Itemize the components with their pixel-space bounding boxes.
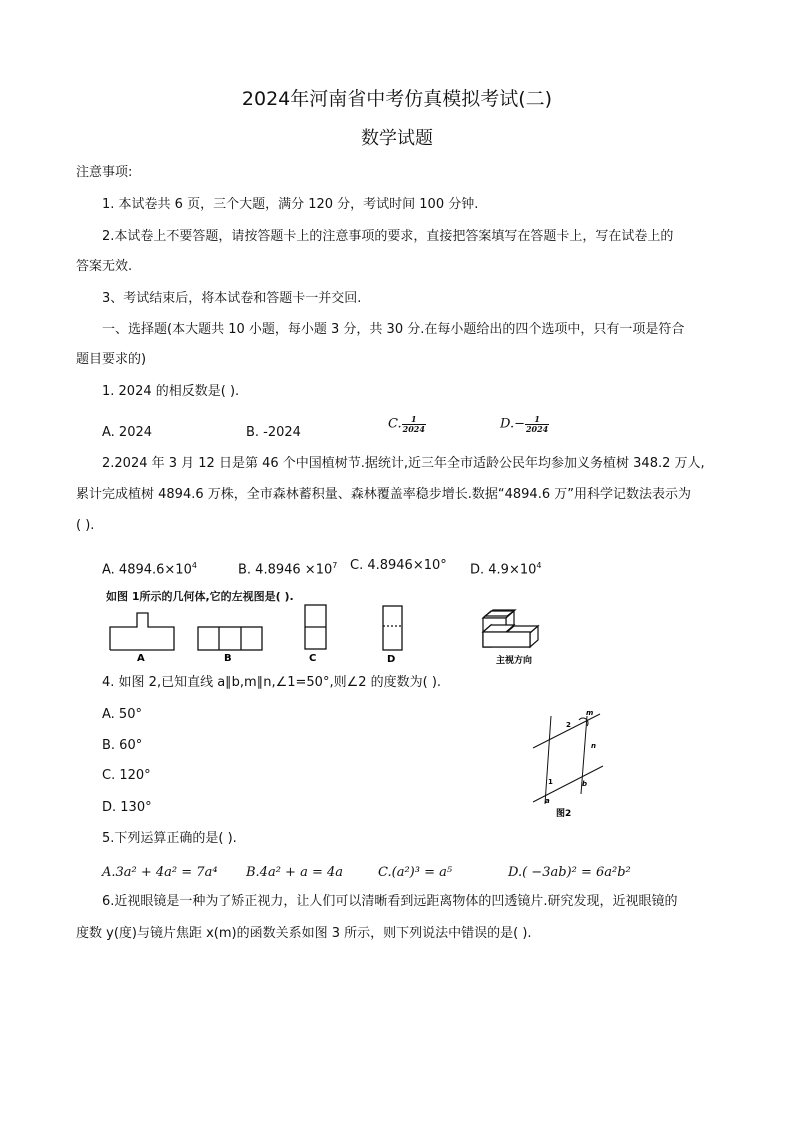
notice-item-2-cont: 答案无效. (76, 259, 133, 274)
q4-option-b: B. 60° (102, 738, 143, 753)
q3-label-b: B (224, 653, 232, 664)
q4-label-m: m (586, 709, 594, 717)
q4-label-angle1: 1 (548, 778, 553, 786)
section-heading-line2: 题目要求的) (76, 352, 147, 367)
line-n (533, 766, 603, 802)
q2-line3: ( ). (76, 518, 95, 533)
q3-label-c: C (309, 653, 317, 664)
q1-stem: 1. 2024 的相反数是( ). (102, 384, 240, 399)
q2-option-a (102, 557, 197, 579)
q3-label-d: D (387, 654, 396, 665)
q1-option-d (500, 415, 549, 434)
q1-c-num: 1 (402, 415, 426, 425)
q1-c-den: 2024 (402, 424, 425, 434)
q4-figure-caption: 图2 (556, 809, 572, 819)
q2-b-base: B. 4.8946 ×10 (238, 562, 333, 578)
q3-view-d (383, 606, 402, 650)
q1-d-den: 2024 (525, 424, 549, 434)
q4-stem: 4. 如图 2,已知直线 a∥b,m∥n,∠1=50°,则∠2 的度数为( ). (102, 675, 442, 690)
q1-d-prefix: D.− (500, 416, 525, 432)
q1-c-fraction (402, 415, 426, 434)
q4-label-a: a (545, 797, 550, 805)
notice-item-1: 1. 本试卷共 6 页，三个大题，满分 120 分，考试时间 100 分钟. (102, 197, 479, 212)
q1-d-num: 1 (525, 415, 549, 425)
q3-view-b (198, 627, 262, 650)
q3-solid-body (483, 610, 538, 647)
q1-c-prefix: C. (388, 416, 402, 432)
q5-option-c: C.(a²)³ = a⁵ (378, 865, 453, 880)
q4-option-c: C. 120° (102, 768, 151, 783)
notice-item-2: 2.本试卷上不要答题，请按答题卡上的注意事项的要求，直接把答案填写在答题卡上，写在试卷上的 (102, 229, 674, 244)
q2-option-d (470, 557, 541, 579)
q1-option-a: A. 2024 (102, 425, 153, 440)
q2-option-b (238, 557, 337, 579)
q4-option-a: A. 50° (102, 707, 142, 722)
q2-d-base: D. 4.9×10 (470, 562, 537, 578)
q4-option-d: D. 130° (102, 800, 152, 815)
q1-d-fraction (525, 415, 549, 434)
line-m (533, 714, 600, 748)
q4-label-b: b (582, 780, 588, 788)
q4-label-n: n (591, 742, 596, 750)
exam-subtitle: 数学试题 (361, 128, 433, 149)
q3-main-view-label: 主视方向 (496, 656, 533, 666)
q5-option-d: D.( −3ab)² = 6a²b² (508, 865, 631, 880)
q3-view-c (305, 605, 326, 649)
q4-figure (525, 702, 615, 820)
q3-view-a (110, 613, 174, 650)
q5-option-b: B.4a² + a = 4a (246, 865, 344, 880)
notice-heading: 注意事项: (76, 165, 133, 180)
q3-figure (100, 598, 560, 670)
q5-stem: 5.下列运算正确的是( ). (102, 831, 237, 846)
q6-line1: 6.近视眼镜是一种为了矫正视力，让人们可以清晰看到远距离物体的凹透镜片.研究发现，近视眼镜的 (102, 894, 678, 909)
q1-option-b: B. -2024 (246, 425, 301, 440)
q3-stem: 如图 1所示的几何体,它的左视图是( ). (106, 590, 294, 603)
q4-label-angle2: 2 (566, 721, 571, 729)
exam-title: 2024年河南省中考仿真模拟考试(二) (241, 88, 553, 110)
q2-d-exp: 4 (536, 561, 542, 570)
notice-item-3: 3、考试结束后，将本试卷和答题卡一并交回. (102, 291, 362, 306)
q5-option-a: A.3a² + 4a² = 7a⁴ (102, 865, 218, 880)
q3-label-a: A (137, 653, 145, 664)
q2-b-exp: 7 (332, 561, 338, 570)
q2-line1: 2.2024 年 3 月 12 日是第 46 个中国植树节.据统计,近三年全市适龄公民年均参加义务植树 348.2 万人, (102, 456, 705, 471)
q2-option-c: C. 4.8946×10° (350, 558, 447, 573)
q2-line2: 累计完成植树 4894.6 万株，全市森林蓄积量、森林覆盖率稳步增长.数据“4894.6 万”用科学记数法表示为 (76, 487, 691, 502)
q1-option-c (388, 415, 426, 434)
q2-a-base: A. 4894.6×10 (102, 562, 192, 578)
line-a (545, 716, 551, 804)
section-heading-line1: 一、选择题(本大题共 10 小题，每小题 3 分，共 30 分.在每小题给出的四个选项中，只有一项是符合 (102, 322, 685, 337)
q6-line2: 度数 y(度)与镜片焦距 x(m)的函数关系如图 3 所示，则下列说法中错误的是( ). (76, 926, 532, 941)
q2-a-exp: 4 (191, 561, 197, 570)
